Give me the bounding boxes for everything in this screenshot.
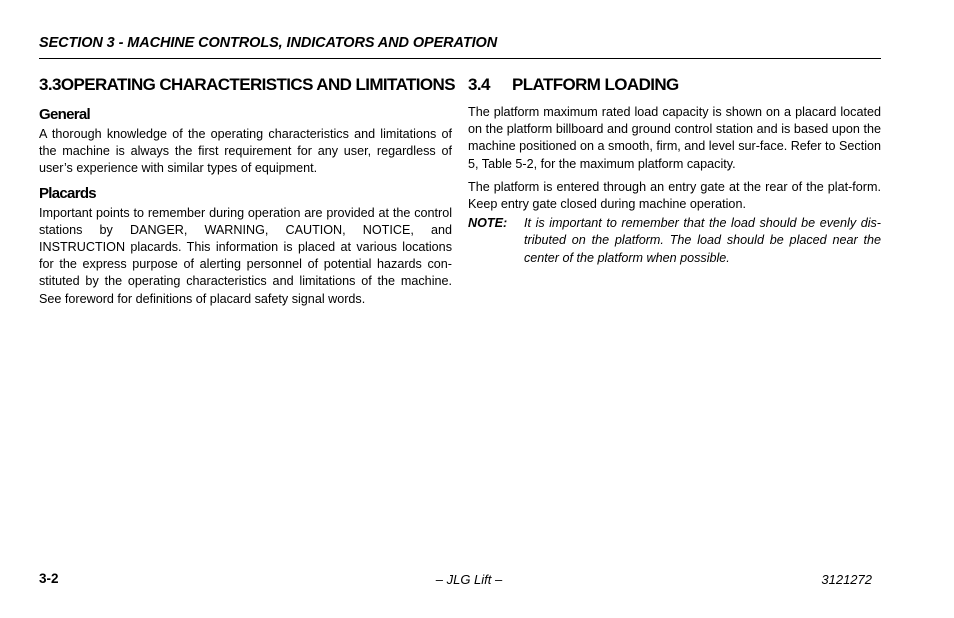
- note-text: It is important to remember that the load should be evenly dis-tributed on the platform. The load should be placed near the center of the platform when possible.: [524, 216, 881, 265]
- footer-center: [0, 572, 954, 587]
- page-number: 3-2: [39, 571, 59, 586]
- section-heading-3-4: [468, 74, 881, 96]
- left-column: [39, 74, 455, 308]
- platform-loading-paragraph-1: The platform maximum rated load capacity is shown on a placard located on the platform billboard and ground control station and is based upon the machine positioned on a smooth, firm, and level sur-face. Refer to Section 5, Table 5-2, for the maximum platform capacity.: [468, 105, 882, 171]
- section-number: 3.3: [39, 75, 61, 94]
- platform-loading-paragraph-2: The platform is entered through an entry gate at the rear of the plat-form. Keep entry gate closed during machine operation.: [468, 179, 881, 212]
- document-number: 3121272: [821, 572, 872, 587]
- subheading-general: General: [39, 106, 90, 123]
- note-block: [468, 215, 881, 267]
- spacer: [39, 178, 452, 185]
- section-title: PLATFORM LOADING: [512, 75, 679, 94]
- section-number: 3.4: [468, 75, 490, 94]
- section-header-title: SECTION 3 - MACHINE CONTROLS, INDICATORS AND OPERATION: [39, 35, 498, 51]
- placards-paragraph: Important points to remember during operation are provided at the control stations by DANGER, WARNING, CAUTION, NOTICE, and INSTRUCTION placards. This information is placed at various locations for the express purpose of alerting personnel of potential hazards con-stituted by the operating characteristics and limitations of the machine. See foreword for definitions of placard safety signal words.: [39, 205, 452, 306]
- subheading-placards: Placards: [39, 184, 96, 202]
- general-paragraph: A thorough knowledge of the operating characteristics and limitations of the machine is always the first requirement for any user, regardless of user’s experience with similar types of equipment.: [39, 127, 452, 176]
- note-label: NOTE:: [468, 216, 508, 231]
- footer-brand: – JLG Lift –: [435, 572, 503, 587]
- right-column: [468, 74, 881, 267]
- section-title: OPERATING CHARACTERISTICS AND LIMITATIONS: [60, 75, 455, 94]
- header-divider: [39, 58, 881, 59]
- section-heading-3-3: [39, 74, 455, 96]
